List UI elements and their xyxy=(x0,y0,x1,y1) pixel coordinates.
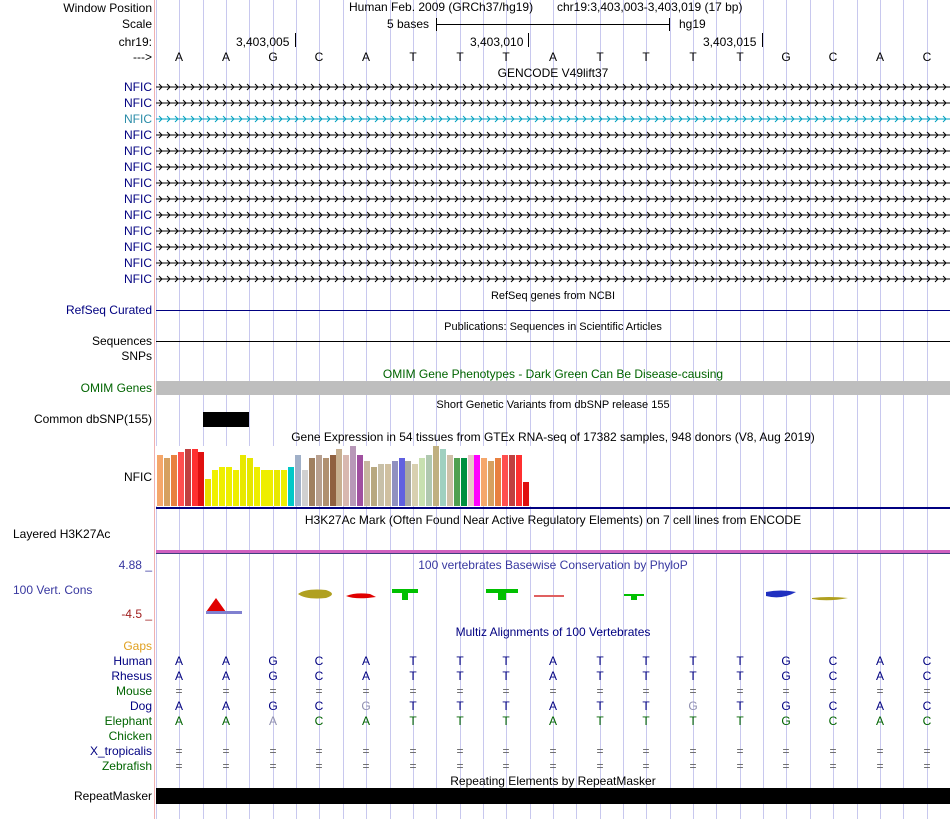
gtex-tissue-bar[interactable] xyxy=(205,479,211,506)
alignment-base: G xyxy=(781,699,791,713)
base-letter: T xyxy=(642,50,650,64)
alignment-base: A xyxy=(221,714,230,728)
scale-label: Scale xyxy=(121,17,152,31)
alignment-base: = xyxy=(362,684,370,698)
gtex-tissue-bar[interactable] xyxy=(509,455,515,506)
base-letter: G xyxy=(268,50,278,64)
alignment-base: C xyxy=(922,714,932,728)
alignment-base: T xyxy=(642,654,650,668)
gtex-tissue-bar[interactable] xyxy=(385,464,391,506)
alignment-base: G xyxy=(688,699,698,713)
alignment-base: = xyxy=(502,684,510,698)
alignment-base: = xyxy=(923,759,931,773)
alignment-base: A xyxy=(548,654,557,668)
alignment-base: = xyxy=(222,744,230,758)
alignment-base: = xyxy=(596,684,604,698)
gtex-tissue-bar[interactable] xyxy=(212,470,218,506)
species-label[interactable]: Human xyxy=(113,654,152,668)
gencode-transcript[interactable] xyxy=(156,274,950,284)
base-letter: A xyxy=(875,50,884,64)
alignment-base: T xyxy=(409,654,417,668)
pubs-title[interactable]: Publications: Sequences in Scientific Articles xyxy=(444,321,662,333)
gtex-tissue-bar[interactable] xyxy=(495,458,501,506)
gencode-gene-label[interactable]: NFIC xyxy=(124,160,152,174)
dbsnp-label[interactable]: Common dbSNP(155) xyxy=(33,412,152,426)
gtex-tissue-bar[interactable] xyxy=(267,470,273,506)
alignment-base: A xyxy=(548,669,557,683)
gencode-gene-label[interactable]: NFIC xyxy=(124,208,152,222)
gencode-transcript[interactable] xyxy=(156,130,950,140)
phylop-letter-a-2 xyxy=(346,593,376,598)
sequences-label[interactable]: Sequences xyxy=(91,334,152,348)
alignment-base: = xyxy=(829,759,837,773)
alignment-base: = xyxy=(642,744,650,758)
gtex-tissue-bar[interactable] xyxy=(323,458,329,506)
alignment-base: = xyxy=(876,759,884,773)
gtex-tissue-bar[interactable] xyxy=(316,455,322,506)
phylop-min-label: -4.5 _ xyxy=(121,607,152,621)
alignment-base: C xyxy=(314,669,324,683)
base-letter: T xyxy=(689,50,697,64)
alignment-base: T xyxy=(456,654,464,668)
gencode-gene-label[interactable]: NFIC xyxy=(124,112,152,126)
gencode-transcript[interactable] xyxy=(156,82,950,92)
alignment-base: T xyxy=(502,699,510,713)
scale-text: 5 bases xyxy=(387,17,430,31)
gencode-title[interactable]: GENCODE V49lift37 xyxy=(497,66,609,80)
phylop-label[interactable]: 100 Vert. Cons xyxy=(13,583,93,597)
gtex-tissue-bar[interactable] xyxy=(157,455,163,506)
gtex-tissue-bar[interactable] xyxy=(254,467,260,506)
alignment-base: = xyxy=(736,744,744,758)
species-label[interactable]: Rhesus xyxy=(111,669,152,683)
alignment-base: T xyxy=(596,714,604,728)
alignment-base: T xyxy=(736,669,744,683)
alignment-base: T xyxy=(642,714,650,728)
coord-tick-1 xyxy=(295,33,296,47)
alignment-base: T xyxy=(456,714,464,728)
base-letter: C xyxy=(828,50,838,64)
alignment-base: A xyxy=(174,669,183,683)
alignment-base: C xyxy=(314,699,324,713)
alignment-base: T xyxy=(596,654,604,668)
gtex-tissue-bar[interactable] xyxy=(405,461,411,506)
gencode-transcript[interactable] xyxy=(156,258,950,268)
alignment-base: A xyxy=(361,714,370,728)
gtex-tissue-bar[interactable] xyxy=(454,458,460,506)
gtex-tissue-bar[interactable] xyxy=(288,467,294,506)
alignment-base: = xyxy=(175,684,183,698)
gencode-transcript[interactable] xyxy=(156,98,950,108)
gencode-gene-label[interactable]: NFIC xyxy=(124,128,152,142)
alignment-base: C xyxy=(828,699,838,713)
db-text: hg19 xyxy=(679,17,706,31)
gtex-tissue-bar[interactable] xyxy=(426,455,432,506)
gtex-tissue-bar[interactable] xyxy=(198,452,204,506)
gencode-gene-label[interactable]: NFIC xyxy=(124,224,152,238)
alignment-base: T xyxy=(502,669,510,683)
gtex-tissue-bar[interactable] xyxy=(502,455,508,506)
gtex-tissue-bar[interactable] xyxy=(295,455,301,506)
refseq-line[interactable] xyxy=(156,310,950,311)
gencode-transcript[interactable] xyxy=(156,162,950,172)
alignment-base: = xyxy=(175,744,183,758)
gtex-tissue-bar[interactable] xyxy=(516,455,522,506)
alignment-base: = xyxy=(456,759,464,773)
gtex-tissue-bar[interactable] xyxy=(440,449,446,506)
base-letter: T xyxy=(502,50,510,64)
h3k27ac-baseline xyxy=(156,553,950,554)
species-label[interactable]: X_tropicalis xyxy=(89,744,152,758)
alignment-base: = xyxy=(362,759,370,773)
alignment-base: T xyxy=(456,699,464,713)
gencode-gene-label[interactable]: NFIC xyxy=(124,96,152,110)
snps-label[interactable]: SNPs xyxy=(121,349,152,363)
phylop-letter-t-3 xyxy=(624,594,644,600)
alignment-base: A xyxy=(361,654,370,668)
gtex-tissue-bar[interactable] xyxy=(302,470,308,506)
alignment-base: A xyxy=(174,699,183,713)
pubs-line[interactable] xyxy=(156,341,950,342)
phylop-letter-c-2 xyxy=(812,597,848,600)
alignment-base: A xyxy=(221,654,230,668)
species-label[interactable]: Chicken xyxy=(108,729,152,743)
alignment-base: A xyxy=(875,669,884,683)
omim-title[interactable]: OMIM Gene Phenotypes - Dark Green Can Be Disease-causing xyxy=(382,367,724,381)
label-divider xyxy=(154,0,155,819)
gencode-transcript[interactable] xyxy=(156,242,950,252)
base-letter: A xyxy=(361,50,370,64)
gtex-tissue-bar[interactable] xyxy=(171,455,177,506)
alignment-base: C xyxy=(828,654,838,668)
gtex-tissue-bar[interactable] xyxy=(233,470,239,506)
alignment-base: A xyxy=(875,699,884,713)
alignment-base: = xyxy=(222,684,230,698)
phylop-letter-t xyxy=(392,589,418,600)
gtex-tissue-bar[interactable] xyxy=(281,470,287,506)
gtex-tissue-bar[interactable] xyxy=(309,458,315,506)
refseq-title[interactable]: RefSeq genes from NCBI xyxy=(490,290,616,302)
alignment-base: T xyxy=(736,714,744,728)
gencode-transcript[interactable] xyxy=(156,114,950,124)
species-label[interactable]: Mouse xyxy=(115,684,152,698)
gaps-label[interactable]: Gaps xyxy=(123,639,152,653)
gtex-tissue-bar[interactable] xyxy=(474,455,480,506)
alignment-base: = xyxy=(409,684,417,698)
alignment-base: = xyxy=(689,759,697,773)
alignment-base: A xyxy=(221,699,230,713)
alignment-base: A xyxy=(875,714,884,728)
gencode-transcript[interactable] xyxy=(156,178,950,188)
alignment-base: G xyxy=(268,669,278,683)
species-label[interactable]: Elephant xyxy=(104,714,152,728)
gtex-tissue-bar[interactable] xyxy=(343,455,349,506)
alignment-base: A xyxy=(174,714,183,728)
alignment-base: T xyxy=(642,699,650,713)
base-letter: T xyxy=(596,50,604,64)
alignment-base: = xyxy=(782,744,790,758)
alignment-base: T xyxy=(502,714,510,728)
alignment-base: C xyxy=(828,714,838,728)
gtex-tissue-bar[interactable] xyxy=(412,464,418,506)
alignment-base: G xyxy=(781,669,791,683)
gtex-tissue-bar[interactable] xyxy=(240,455,246,506)
alignment-base: = xyxy=(315,759,323,773)
alignment-base: A xyxy=(548,714,557,728)
coord-tick-3 xyxy=(762,33,763,47)
gtex-label[interactable]: NFIC xyxy=(124,470,152,484)
alignment-base: A xyxy=(548,699,557,713)
alignment-base: = xyxy=(736,684,744,698)
gtex-tissue-bar[interactable] xyxy=(185,449,191,506)
base-letter: G xyxy=(781,50,791,64)
alignment-base: T xyxy=(689,654,697,668)
alignment-base: = xyxy=(923,744,931,758)
alignment-base: G xyxy=(781,714,791,728)
alignment-base: T xyxy=(409,714,417,728)
gencode-transcript[interactable] xyxy=(156,146,950,156)
scale-bar xyxy=(436,17,670,31)
refseq-label[interactable]: RefSeq Curated xyxy=(65,303,152,317)
alignment-base: = xyxy=(502,744,510,758)
alignment-base: = xyxy=(315,684,323,698)
repeatmasker-bar[interactable] xyxy=(156,788,950,804)
gtex-expression-chart[interactable] xyxy=(156,446,536,506)
phylop-logo[interactable] xyxy=(156,580,950,620)
alignment-base: = xyxy=(736,759,744,773)
gencode-gene-label[interactable]: NFIC xyxy=(124,192,152,206)
alignment-base: = xyxy=(829,744,837,758)
gtex-tissue-bar[interactable] xyxy=(330,455,336,506)
alignment-base: = xyxy=(222,759,230,773)
gtex-tissue-bar[interactable] xyxy=(350,446,356,506)
gtex-baseline xyxy=(156,507,950,509)
alignment-base: T xyxy=(456,669,464,683)
chrom-label: chr19: xyxy=(118,35,152,49)
alignment-base: = xyxy=(549,759,557,773)
alignment-base: T xyxy=(736,699,744,713)
base-letter: C xyxy=(922,50,932,64)
phylop-letter-g xyxy=(766,591,796,598)
phylop-letter-a xyxy=(206,598,242,614)
alignment-base: G xyxy=(268,699,278,713)
base-letter: T xyxy=(736,50,744,64)
h3k27ac-label[interactable]: Layered H3K27Ac xyxy=(13,527,111,541)
gencode-gene-label[interactable]: NFIC xyxy=(124,240,152,254)
alignment-base: = xyxy=(502,759,510,773)
alignment-base: = xyxy=(876,684,884,698)
alignment-base: C xyxy=(922,654,932,668)
alignment-base: = xyxy=(549,684,557,698)
window-position-label: Window Position xyxy=(63,1,152,15)
h3k27ac-title[interactable]: H3K27Ac Mark (Often Found Near Active Regulatory Elements) on 7 cell lines from ENCODE xyxy=(304,513,802,527)
dbsnp-title[interactable]: Short Genetic Variants from dbSNP release 155 xyxy=(436,399,670,411)
gencode-transcript[interactable] xyxy=(156,194,950,204)
alignment-base: = xyxy=(689,684,697,698)
base-letter: A xyxy=(548,50,557,64)
position-text: chr19:3,403,003-3,403,019 (17 bp) xyxy=(557,0,743,14)
phylop-letter-a-3 xyxy=(534,595,564,597)
assembly-text: Human Feb. 2009 (GRCh37/hg19) xyxy=(349,0,534,14)
gtex-tissue-bar[interactable] xyxy=(247,458,253,506)
phylop-letter-t-2 xyxy=(486,589,518,600)
gtex-tissue-bar[interactable] xyxy=(419,458,425,506)
phylop-letter-c xyxy=(298,590,332,599)
alignment-base: A xyxy=(174,654,183,668)
alignment-base: = xyxy=(782,684,790,698)
dbsnp-variant[interactable] xyxy=(203,412,249,427)
alignment-base: = xyxy=(782,759,790,773)
alignment-base: = xyxy=(549,744,557,758)
gtex-tissue-bar[interactable] xyxy=(192,449,198,506)
alignment-base: = xyxy=(456,684,464,698)
phylop-title[interactable]: 100 vertebrates Basewise Conservation by PhyloP xyxy=(418,558,688,572)
base-letter: A xyxy=(221,50,230,64)
gtex-tissue-bar[interactable] xyxy=(274,470,280,506)
alignment-base: G xyxy=(361,699,371,713)
alignment-base: = xyxy=(409,744,417,758)
gtex-tissue-bar[interactable] xyxy=(523,482,529,506)
alignment-base: T xyxy=(596,669,604,683)
gtex-tissue-bar[interactable] xyxy=(357,455,363,506)
coord-2: 3,403,010 xyxy=(470,35,524,49)
gtex-tissue-bar[interactable] xyxy=(481,458,487,506)
repeatmasker-title[interactable]: Repeating Elements by RepeatMasker xyxy=(450,774,656,788)
alignment-base: = xyxy=(315,744,323,758)
base-letter: C xyxy=(314,50,324,64)
alignment-base: = xyxy=(269,759,277,773)
alignment-base: A xyxy=(361,669,370,683)
alignment-base: G xyxy=(781,654,791,668)
gtex-tissue-bar[interactable] xyxy=(488,461,494,506)
phylop-max-label: 4.88 _ xyxy=(118,558,152,572)
alignment-base: T xyxy=(642,669,650,683)
alignment-base: = xyxy=(409,759,417,773)
gtex-tissue-bar[interactable] xyxy=(164,458,170,506)
alignment-base: A xyxy=(268,714,277,728)
alignment-base: T xyxy=(736,654,744,668)
gtex-tissue-bar[interactable] xyxy=(336,449,342,506)
coord-tick-2 xyxy=(528,33,529,47)
alignment-base: T xyxy=(689,714,697,728)
alignment-base: = xyxy=(269,744,277,758)
alignment-base: C xyxy=(314,654,324,668)
gtex-title[interactable]: Gene Expression in 54 tissues from GTEx RNA-seq of 17382 samples, 948 donors (V8, Aug 2019) xyxy=(291,430,815,444)
alignment-base: = xyxy=(362,744,370,758)
multiz-title[interactable]: Multiz Alignments of 100 Vertebrates xyxy=(455,625,651,639)
gtex-tissue-bar[interactable] xyxy=(261,470,267,506)
omim-bar[interactable] xyxy=(156,381,950,395)
coord-3: 3,403,015 xyxy=(703,35,757,49)
alignment-base: = xyxy=(175,759,183,773)
base-letter: T xyxy=(456,50,464,64)
alignment-base: = xyxy=(642,684,650,698)
alignment-base: C xyxy=(922,699,932,713)
gtex-tissue-bar[interactable] xyxy=(433,446,439,506)
gtex-tissue-bar[interactable] xyxy=(468,455,474,506)
repeatmasker-label[interactable]: RepeatMasker xyxy=(73,789,152,803)
alignment-base: C xyxy=(922,669,932,683)
alignment-base: = xyxy=(829,684,837,698)
gencode-gene-label[interactable]: NFIC xyxy=(124,272,152,286)
alignment-base: G xyxy=(268,654,278,668)
alignment-base: A xyxy=(875,654,884,668)
gtex-tissue-bar[interactable] xyxy=(399,458,405,506)
strand-label: ---> xyxy=(133,50,152,64)
alignment-base: A xyxy=(221,669,230,683)
species-label[interactable]: Zebrafish xyxy=(101,759,152,773)
coord-1: 3,403,005 xyxy=(236,35,290,49)
alignment-base: = xyxy=(596,744,604,758)
gencode-transcript[interactable] xyxy=(156,226,950,236)
alignment-base: = xyxy=(642,759,650,773)
gencode-gene-label[interactable]: NFIC xyxy=(124,144,152,158)
omim-label[interactable]: OMIM Genes xyxy=(80,381,152,395)
alignment-base: T xyxy=(596,699,604,713)
alignment-base: = xyxy=(596,759,604,773)
gtex-tissue-bar[interactable] xyxy=(364,461,370,506)
gencode-gene-label[interactable]: NFIC xyxy=(124,176,152,190)
alignment-base: T xyxy=(502,654,510,668)
alignment-base: T xyxy=(689,669,697,683)
gtex-tissue-bar[interactable] xyxy=(447,455,453,506)
gtex-tissue-bar[interactable] xyxy=(226,467,232,506)
species-label[interactable]: Dog xyxy=(129,699,152,713)
gtex-tissue-bar[interactable] xyxy=(461,458,467,506)
gencode-transcript[interactable] xyxy=(156,210,950,220)
alignment-base: = xyxy=(923,684,931,698)
alignment-base: T xyxy=(409,699,417,713)
base-letter: T xyxy=(409,50,417,64)
alignment-base: = xyxy=(269,684,277,698)
alignment-base: = xyxy=(456,744,464,758)
gtex-tissue-bar[interactable] xyxy=(371,467,377,506)
alignment-base: C xyxy=(828,669,838,683)
gencode-gene-label[interactable]: NFIC xyxy=(124,80,152,94)
gtex-tissue-bar[interactable] xyxy=(178,452,184,506)
base-letter: A xyxy=(174,50,183,64)
gtex-tissue-bar[interactable] xyxy=(219,467,225,506)
alignment-base: = xyxy=(876,744,884,758)
alignment-base: = xyxy=(689,744,697,758)
gencode-gene-label[interactable]: NFIC xyxy=(124,256,152,270)
gtex-tissue-bar[interactable] xyxy=(378,464,384,506)
alignment-base: T xyxy=(409,669,417,683)
alignment-base: C xyxy=(314,714,324,728)
gtex-tissue-bar[interactable] xyxy=(392,461,398,506)
